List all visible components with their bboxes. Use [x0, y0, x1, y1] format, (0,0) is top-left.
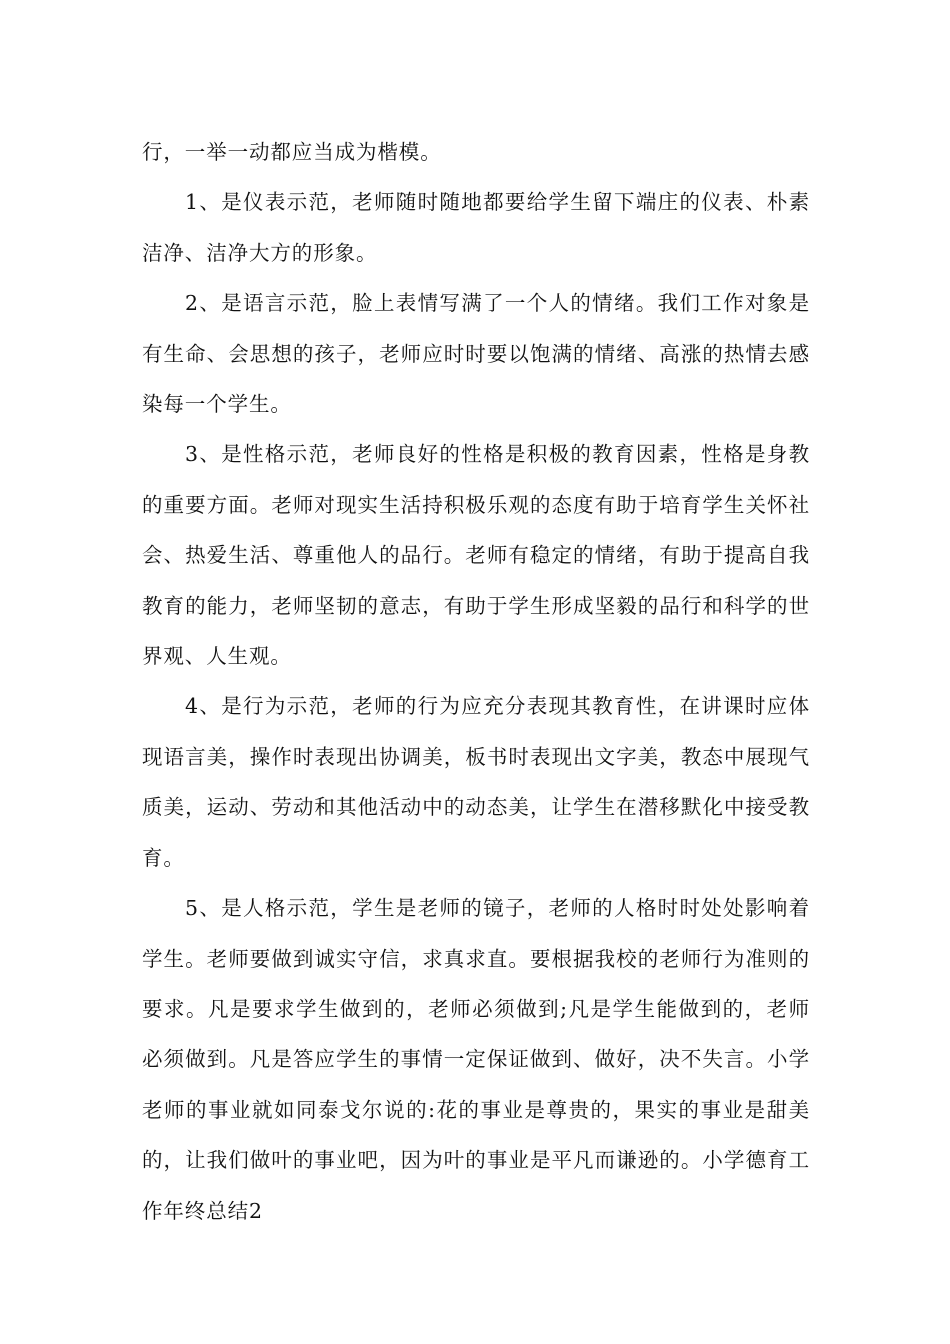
document-body	[142, 127, 810, 1236]
paragraph-continuation: 行，一举一动都应当成为楷模。	[142, 140, 442, 164]
paragraph-language-example: 2、是语言示范，脸上表情写满了一个人的情绪。我们工作对象是有生命、会思想的孩子，老师应时时要以饱满的情绪、高涨的热情去感染每一个学生。	[142, 291, 810, 417]
paragraph-personality-example: 5、是人格示范，学生是老师的镜子，老师的人格时时处处影响着学生。老师要做到诚实守信，求真求直。要根据我校的老师行为准则的要求。凡是要求学生做到的，老师必须做到;凡是学生能做到的，老师必须做到。凡是答应学生的事情一定保证做到、做好，决不失言。小学老师的事业就如同泰戈尔说的:花的事业是尊贵的，果实的事业是甜美的，让我们做叶的事业吧，因为叶的事业是平凡而谦逊的。小学德育工作年终总结2	[142, 896, 810, 1223]
paragraph-character-example: 3、是性格示范，老师良好的性格是积极的教育因素，性格是身教的重要方面。老师对现实生活持积极乐观的态度有助于培育学生关怀社会、热爱生活、尊重他人的品行。老师有稳定的情绪，有助于提高自我教育的能力，老师坚韧的意志，有助于学生形成坚毅的品行和科学的世界观、人生观。	[142, 442, 810, 669]
paragraph-appearance-example: 1、是仪表示范，老师随时随地都要给学生留下端庄的仪表、朴素洁净、洁净大方的形象。	[142, 190, 810, 265]
paragraph-behavior-example: 4、是行为示范，老师的行为应充分表现其教育性，在讲课时应体现语言美，操作时表现出协调美，板书时表现出文字美，教态中展现气质美，运动、劳动和其他活动中的动态美，让学生在潜移默化中接受教育。	[142, 694, 810, 870]
